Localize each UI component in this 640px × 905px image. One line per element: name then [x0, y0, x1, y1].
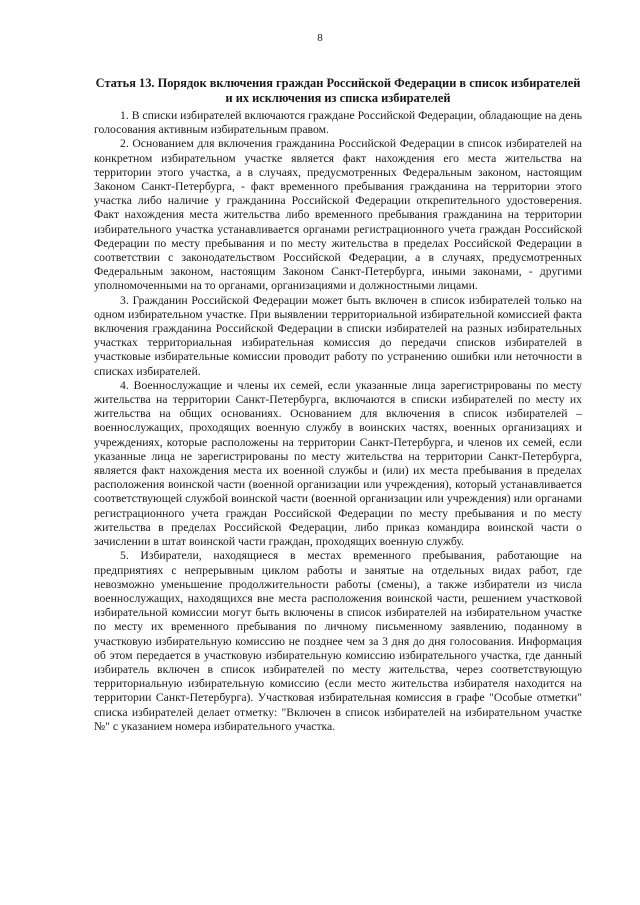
article-heading: Статья 13. Порядок включения граждан Российской Федерации в список избирателей и их исключения из списка избирателей: [95, 76, 581, 105]
paragraph-2: 2. Основанием для включения гражданина Российской Федерации в список избирателей на конкретном избирательном участке является факт нахождения его места жительства на территории этого участка, а в случаях, предусмотренных Федеральным законом, настоящим Законом Санкт-Петербурга, - факт временного пребывания гражданина на территории этого участка либо наличие у гражданина Российской Федерации открепительного удостоверения. Факт нахождения места жительства либо временного пребывания гражданина на территории избирательного участка устанавливается органами регистрационного учета граждан Российской Федерации по месту пребывания и по месту жительства в пределах Российской Федерации в соответствии с законодательством Российской Федерации, а в случаях, предусмотренных Федеральным законом, настоящим Законом Санкт-Петербурга, иными законами, - другими уполномоченными на то органами, организациями и должностными лицами.: [94, 137, 582, 293]
article-body: [94, 109, 582, 734]
paragraph-4: 4. Военнослужащие и члены их семей, если указанные лица зарегистрированы по месту жительства на территории Санкт-Петербурга, включаются в списки избирателей по месту их жительства на общих основаниях. Основанием для включения в список избирателей – военнослужащих, проходящих военную службу в воинских частях, военных организациях и учреждениях, которые расположены на территории Санкт-Петербурга, и членов их семей, если указанные лица не зарегистрированы по месту жительства на территории Санкт-Петербурга, является факт нахождения места их военной службы и (или) их места пребывания в пределах расположения воинской части (военной организации или учреждения), который устанавливается соответствующей службой воинской части (военной организации или учреждения) или органами регистрационного учета граждан Российской Федерации по месту пребывания и по месту жительства в пределах Российской Федерации, либо приказ командира воинской части о зачислении в штат воинской части граждан, проходящих военную службу.: [94, 378, 582, 549]
paragraph-5: 5. Избиратели, находящиеся в местах временного пребывания, работающие на предприятиях с непрерывным циклом работы и занятые на отдельных видах работ, где невозможно уменьшение продолжительности работы (смены), а также избиратели из числа военнослужащих, находящихся вне места расположения воинской части, решением участковой избирательной комиссии могут быть включены в список избирателей на избирательном участке по месту их временного пребывания по личному письменному заявлению, поданному в участковую избирательную комиссию не позднее чем за 3 дня до дня голосования. Информация об этом передается в участковую избирательную комиссию избирательного участка, где данный избиратель включен в список избирателей по месту жительства, через соответствующую территориальную избирательную комиссию (если место жительства избирателя находится на территории Санкт-Петербурга). Участковая избирательная комиссия в графе "Особые отметки" списка избирателей делает отметку: "Включен в список избирателей на избирательном участке №" с указанием номера избирательного участка.: [94, 549, 582, 733]
paragraph-1: 1. В списки избирателей включаются граждане Российской Федерации, обладающие на день голосования активным избирательным правом.: [94, 109, 582, 137]
page-number: 8: [317, 32, 323, 44]
paragraph-3: 3. Гражданин Российской Федерации может быть включен в список избирателей только на одном избирательном участке. При выявлении территориальной избирательной комиссией факта включения гражданина Российской Федерации в списки избирателей на разных избирательных участках территориальная избирательная комиссия до передачи списков избирателей в участковые избирательные комиссии проводит работу по устранению ошибки или неточности в списках избирателей.: [94, 293, 582, 378]
